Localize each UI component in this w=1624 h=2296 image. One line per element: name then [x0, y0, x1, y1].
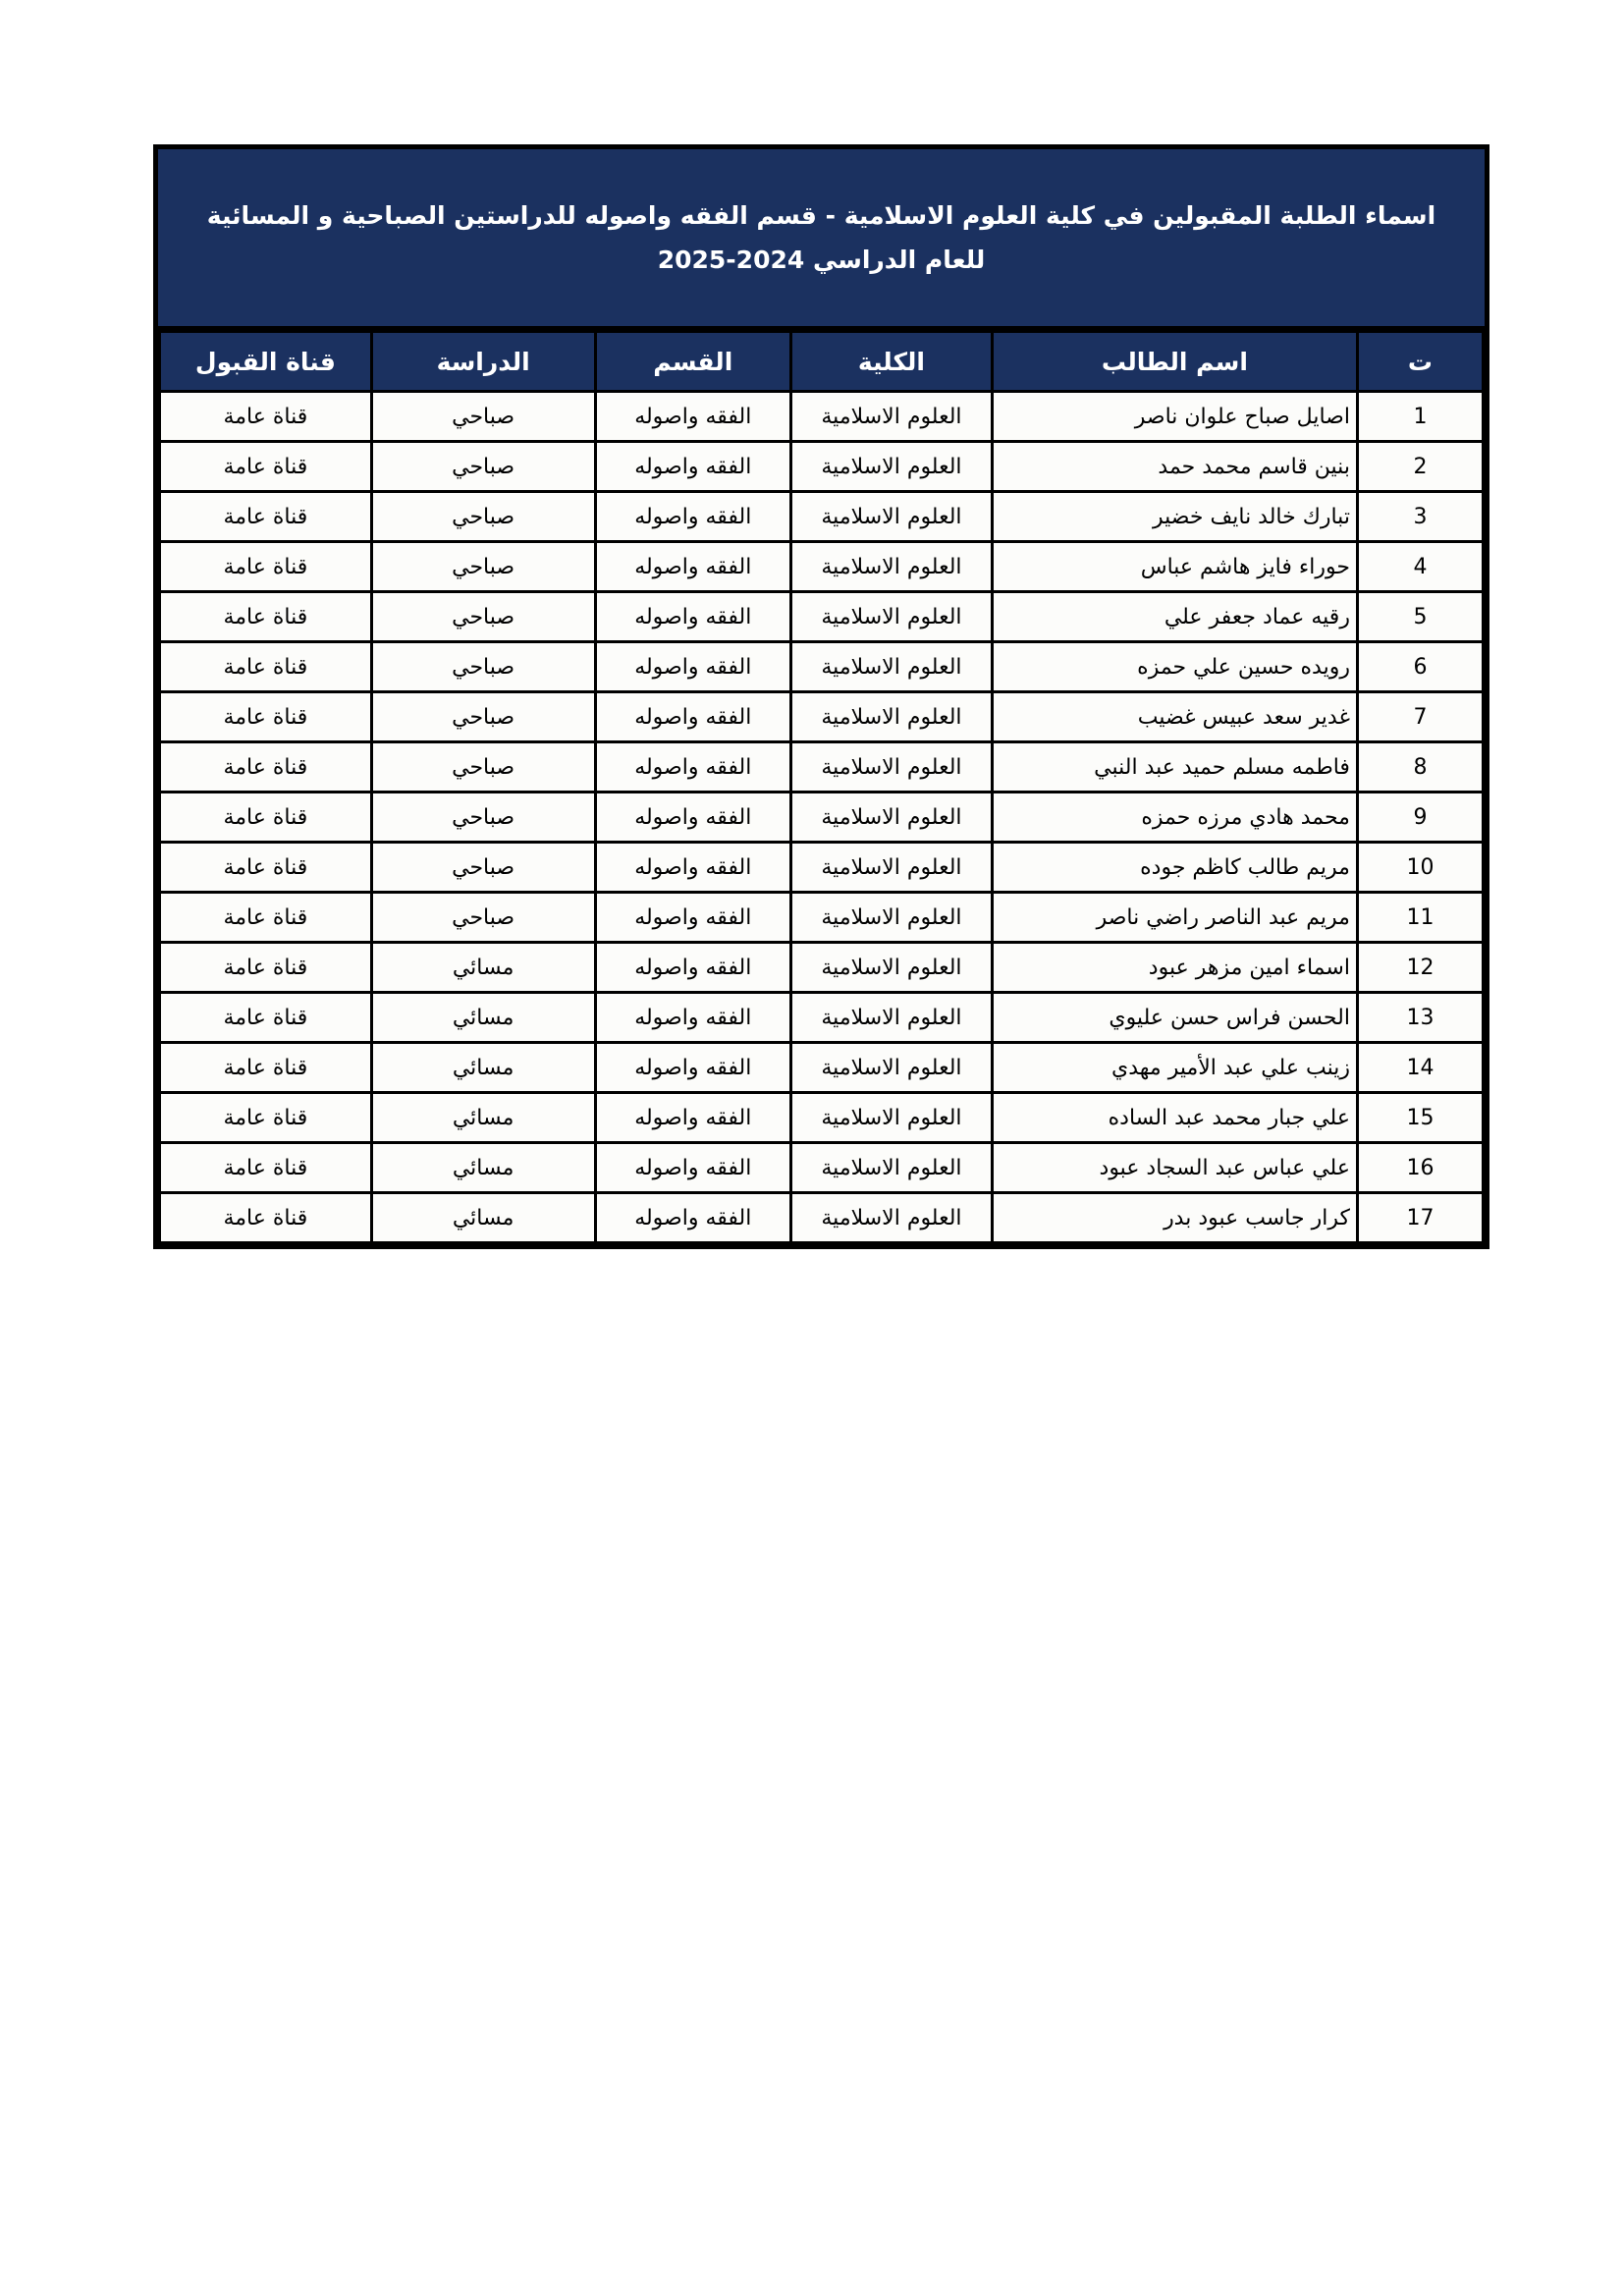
cell-study-type: صباحي	[371, 742, 595, 793]
cell-department: الفقه واصوله	[595, 1143, 791, 1193]
table-row	[160, 542, 1484, 592]
cell-serial: 2	[1357, 442, 1483, 492]
cell-student-name: زينب علي عبد الأمير مهدي	[992, 1043, 1357, 1093]
cell-college: العلوم الاسلامية	[791, 542, 993, 592]
cell-student-name: علي جبار محمد عبد الساده	[992, 1093, 1357, 1143]
cell-student-name: اصايل صباح علوان ناصر	[992, 392, 1357, 442]
cell-admission-channel: قناة عامة	[160, 1143, 372, 1193]
cell-admission-channel: قناة عامة	[160, 893, 372, 943]
cell-serial: 1	[1357, 392, 1483, 442]
table-row	[160, 793, 1484, 843]
table-row	[160, 692, 1484, 742]
cell-serial: 8	[1357, 742, 1483, 793]
col-header-student-name: اسم الطالب	[992, 332, 1357, 392]
cell-college: العلوم الاسلامية	[791, 893, 993, 943]
cell-department: الفقه واصوله	[595, 692, 791, 742]
cell-study-type: صباحي	[371, 492, 595, 542]
table-row	[160, 492, 1484, 542]
cell-college: العلوم الاسلامية	[791, 1143, 993, 1193]
cell-admission-channel: قناة عامة	[160, 392, 372, 442]
cell-admission-channel: قناة عامة	[160, 1093, 372, 1143]
cell-department: الفقه واصوله	[595, 993, 791, 1043]
col-header-college: الكلية	[791, 332, 993, 392]
cell-department: الفقه واصوله	[595, 592, 791, 642]
col-header-serial: ت	[1357, 332, 1483, 392]
cell-college: العلوم الاسلامية	[791, 442, 993, 492]
cell-department: الفقه واصوله	[595, 542, 791, 592]
cell-department: الفقه واصوله	[595, 1093, 791, 1143]
cell-college: العلوم الاسلامية	[791, 642, 993, 692]
table-row	[160, 392, 1484, 442]
cell-college: العلوم الاسلامية	[791, 1043, 993, 1093]
cell-student-name: علي عباس عبد السجاد عبود	[992, 1143, 1357, 1193]
cell-admission-channel: قناة عامة	[160, 943, 372, 993]
cell-study-type: صباحي	[371, 442, 595, 492]
cell-college: العلوم الاسلامية	[791, 692, 993, 742]
cell-study-type: مسائي	[371, 1043, 595, 1093]
table-row	[160, 642, 1484, 692]
cell-student-name: مريم عبد الناصر راضي ناصر	[992, 893, 1357, 943]
cell-college: العلوم الاسلامية	[791, 1193, 993, 1243]
page-title: اسماء الطلبة المقبولين في كلية العلوم الاسلامية - قسم الفقه واصوله للدراستين الصباحية و المسائية	[206, 201, 1436, 230]
cell-student-name: حوراء فايز هاشم عباس	[992, 542, 1357, 592]
cell-serial: 12	[1357, 943, 1483, 993]
table-row	[160, 1193, 1484, 1243]
cell-serial: 15	[1357, 1093, 1483, 1143]
cell-department: الفقه واصوله	[595, 642, 791, 692]
cell-serial: 17	[1357, 1193, 1483, 1243]
cell-college: العلوم الاسلامية	[791, 1093, 993, 1143]
cell-department: الفقه واصوله	[595, 742, 791, 793]
table-row	[160, 592, 1484, 642]
col-header-department: القسم	[595, 332, 791, 392]
table-row	[160, 442, 1484, 492]
cell-study-type: صباحي	[371, 542, 595, 592]
cell-study-type: صباحي	[371, 692, 595, 742]
table-row	[160, 742, 1484, 793]
cell-student-name: تبارك خالد نايف خضير	[992, 492, 1357, 542]
cell-department: الفقه واصوله	[595, 943, 791, 993]
cell-admission-channel: قناة عامة	[160, 1193, 372, 1243]
cell-study-type: صباحي	[371, 793, 595, 843]
cell-admission-channel: قناة عامة	[160, 1043, 372, 1093]
cell-admission-channel: قناة عامة	[160, 592, 372, 642]
cell-student-name: رقيه عماد جعفر علي	[992, 592, 1357, 642]
cell-college: العلوم الاسلامية	[791, 943, 993, 993]
cell-study-type: مسائي	[371, 1093, 595, 1143]
cell-college: العلوم الاسلامية	[791, 843, 993, 893]
cell-admission-channel: قناة عامة	[160, 742, 372, 793]
cell-admission-channel: قناة عامة	[160, 692, 372, 742]
cell-department: الفقه واصوله	[595, 1193, 791, 1243]
col-header-study-type: الدراسة	[371, 332, 595, 392]
cell-study-type: صباحي	[371, 592, 595, 642]
cell-student-name: مريم طالب كاظم جوده	[992, 843, 1357, 893]
cell-college: العلوم الاسلامية	[791, 492, 993, 542]
cell-student-name: رويده حسين علي حمزه	[992, 642, 1357, 692]
cell-study-type: صباحي	[371, 642, 595, 692]
cell-serial: 9	[1357, 793, 1483, 843]
cell-student-name: كرار جاسب عبود بدر	[992, 1193, 1357, 1243]
cell-study-type: مسائي	[371, 943, 595, 993]
cell-student-name: غدير سعد عبيس غضيب	[992, 692, 1357, 742]
table-row	[160, 1093, 1484, 1143]
students-table-container	[153, 144, 1489, 1249]
cell-department: الفقه واصوله	[595, 793, 791, 843]
table-row	[160, 993, 1484, 1043]
cell-department: الفقه واصوله	[595, 893, 791, 943]
cell-department: الفقه واصوله	[595, 392, 791, 442]
cell-study-type: مسائي	[371, 1193, 595, 1243]
cell-college: العلوم الاسلامية	[791, 793, 993, 843]
cell-serial: 7	[1357, 692, 1483, 742]
cell-study-type: صباحي	[371, 893, 595, 943]
table-row	[160, 893, 1484, 943]
cell-admission-channel: قناة عامة	[160, 442, 372, 492]
cell-department: الفقه واصوله	[595, 442, 791, 492]
cell-study-type: مسائي	[371, 1143, 595, 1193]
cell-serial: 16	[1357, 1143, 1483, 1193]
cell-study-type: صباحي	[371, 392, 595, 442]
table-row	[160, 1043, 1484, 1093]
table-row	[160, 1143, 1484, 1193]
cell-serial: 5	[1357, 592, 1483, 642]
cell-admission-channel: قناة عامة	[160, 843, 372, 893]
cell-serial: 11	[1357, 893, 1483, 943]
cell-student-name: محمد هادي مرزه حمزه	[992, 793, 1357, 843]
table-row	[160, 943, 1484, 993]
col-header-admission-channel: قناة القبول	[160, 332, 372, 392]
cell-admission-channel: قناة عامة	[160, 542, 372, 592]
cell-college: العلوم الاسلامية	[791, 993, 993, 1043]
cell-department: الفقه واصوله	[595, 492, 791, 542]
cell-study-type: مسائي	[371, 993, 595, 1043]
cell-serial: 13	[1357, 993, 1483, 1043]
cell-college: العلوم الاسلامية	[791, 592, 993, 642]
cell-department: الفقه واصوله	[595, 1043, 791, 1093]
cell-student-name: اسماء امين مزهر عبود	[992, 943, 1357, 993]
cell-admission-channel: قناة عامة	[160, 642, 372, 692]
cell-serial: 10	[1357, 843, 1483, 893]
cell-serial: 3	[1357, 492, 1483, 542]
cell-college: العلوم الاسلامية	[791, 392, 993, 442]
cell-student-name: بنين قاسم محمد حمد	[992, 442, 1357, 492]
cell-admission-channel: قناة عامة	[160, 492, 372, 542]
cell-admission-channel: قناة عامة	[160, 993, 372, 1043]
cell-serial: 14	[1357, 1043, 1483, 1093]
students-table	[158, 330, 1485, 1244]
table-title-banner	[158, 149, 1485, 330]
cell-study-type: صباحي	[371, 843, 595, 893]
cell-department: الفقه واصوله	[595, 843, 791, 893]
cell-admission-channel: قناة عامة	[160, 793, 372, 843]
table-row	[160, 843, 1484, 893]
cell-serial: 6	[1357, 642, 1483, 692]
page-subtitle: للعام الدراسي 2024-2025	[657, 246, 986, 274]
cell-student-name: الحسن فراس حسن عليوي	[992, 993, 1357, 1043]
cell-serial: 4	[1357, 542, 1483, 592]
cell-student-name: فاطمه مسلم حميد عبد النبي	[992, 742, 1357, 793]
header-row	[160, 332, 1484, 392]
cell-college: العلوم الاسلامية	[791, 742, 993, 793]
